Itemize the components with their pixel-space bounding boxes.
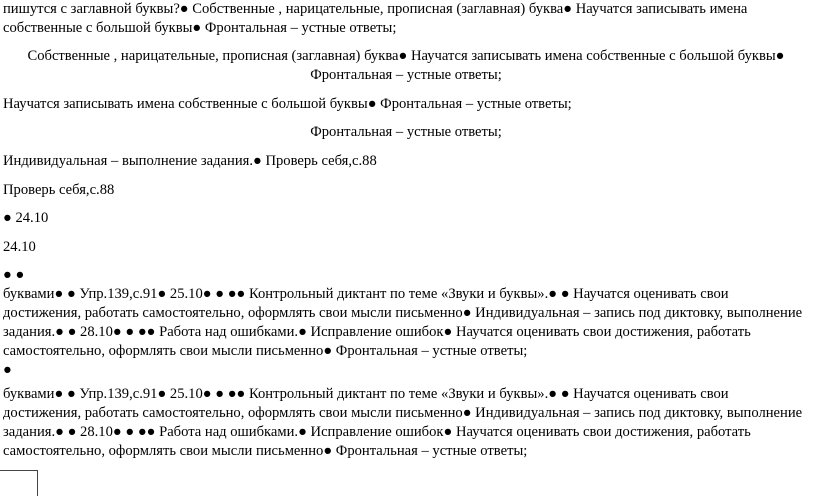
paragraph-7: ● 24.10: [3, 210, 49, 226]
paragraph-5: Индивидуальная – выполнение задания.● Проверь себя,с.88: [3, 153, 377, 169]
paragraph-8: 24.10: [3, 239, 36, 255]
paragraph-10: буквами● ● Упр.139,с.91● 25.10● ● ●● Контрольный диктант по теме «Звуки и буквы».● ● Научатся оценивать свои достижения, работать самостоятельно, оформлять свои мысли письменно● Индивидуальная – запись под диктовку, выполнение задания.● ● 28.10● ● ●● Работа над ошибками.● Исправление ошибок● Научатся оценивать свои достижения, работать самостоятельно, оформлять свои мысли письменно● Фронтальная – устные ответы;: [3, 286, 803, 359]
page-frame-fragment: [0, 470, 38, 496]
paragraph-6: Проверь себя,с.88: [3, 182, 115, 198]
paragraph-11: ●: [3, 362, 12, 378]
paragraph-4: Фронтальная – устные ответы;: [310, 124, 502, 140]
paragraph-12: буквами● ● Упр.139,с.91● 25.10● ● ●● Контрольный диктант по теме «Звуки и буквы».● ● Научатся оценивать свои достижения, работать самостоятельно, оформлять свои мысли письменно● Индивидуальная – запись под диктовку, выполнение задания.● ● 28.10● ● ●● Работа над ошибками.● Исправление ошибок● Научатся оценивать свои достижения, работать самостоятельно, оформлять свои мысли письменно● Фронтальная – устные ответы;: [3, 386, 803, 459]
paragraph-3: Научатся записывать имена собственные с большой буквы● Фронтальная – устные ответы;: [3, 96, 572, 112]
paragraph-1: пишутся с заглавной буквы?● Собственные , нарицательные, прописная (заглавная) буква● Научатся записывать имена собственные с большой буквы● Фронтальная – устные ответы;: [3, 1, 748, 36]
paragraph-2: Собственные , нарицательные, прописная (заглавная) буква● Научатся записывать имена собственные с большой буквы● Фронтальная – устные ответы;: [27, 48, 785, 83]
paragraph-9: ● ●: [3, 267, 25, 283]
